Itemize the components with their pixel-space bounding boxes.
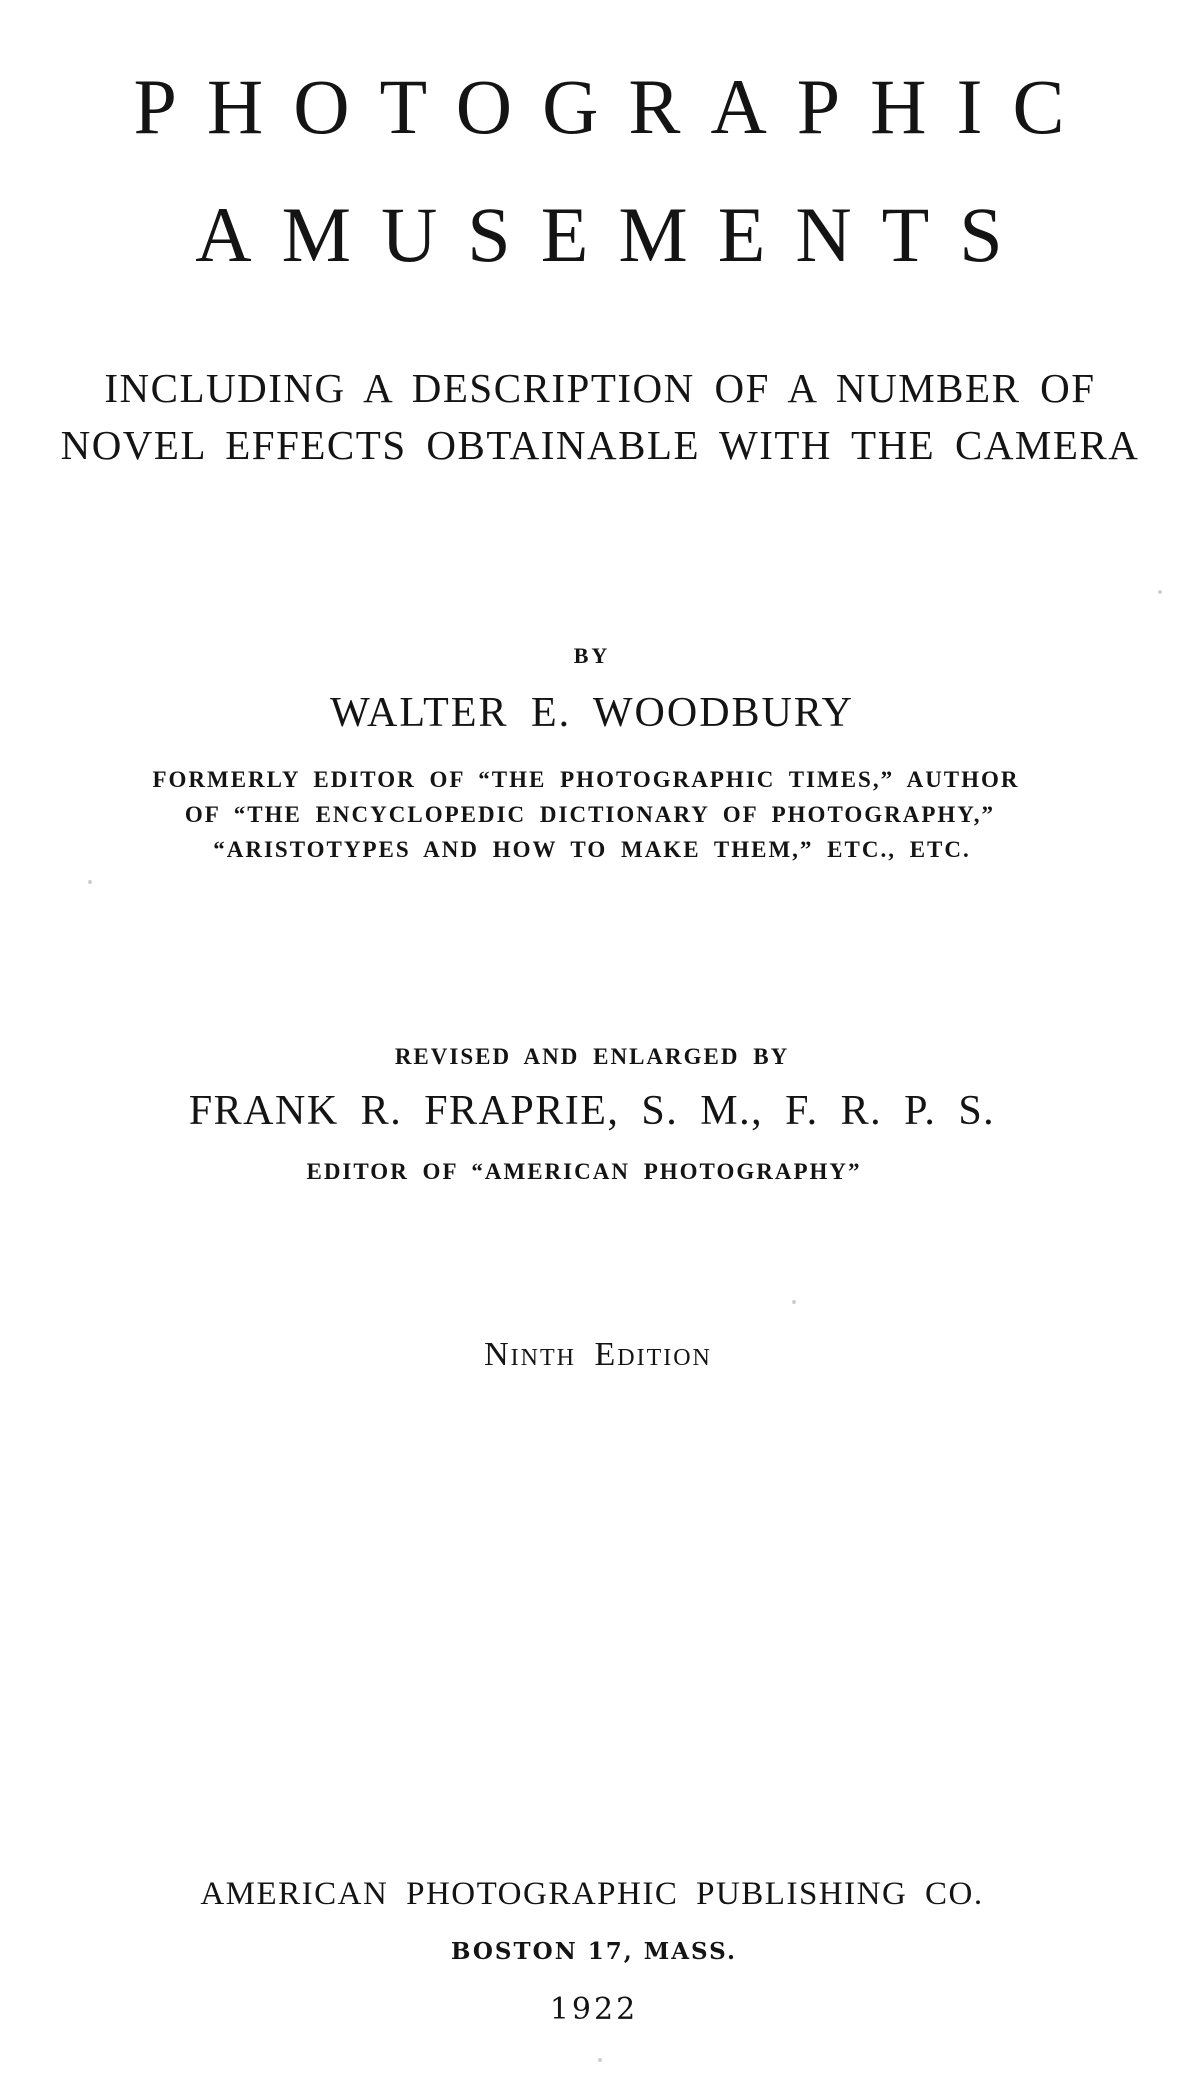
author-credentials-line-3: “ARISTOTYPES AND HOW TO MAKE THEM,” ETC., ETC.	[213, 837, 971, 862]
paper-speck	[792, 1300, 796, 1304]
revised-by-label: REVISED AND ENLARGED BY	[394, 1044, 790, 1069]
book-title-line-2: AMUSEMENTS	[195, 191, 1033, 278]
subtitle-line-2: NOVEL EFFECTS OBTAINABLE WITH THE CAMERA	[60, 422, 1140, 468]
author-credentials-line-1: FORMERLY EDITOR OF “THE PHOTOGRAPHIC TIMES,” AUTHOR	[152, 767, 1020, 792]
subtitle-line-1: INCLUDING A DESCRIPTION OF A NUMBER OF	[104, 365, 1096, 411]
publication-year: 1922	[549, 1992, 639, 2027]
paper-speck	[598, 2058, 602, 2062]
by-label: BY	[573, 643, 611, 668]
reviser-role: EDITOR OF “AMERICAN PHOTOGRAPHY”	[306, 1159, 862, 1184]
publisher-name: AMERICAN PHOTOGRAPHIC PUBLISHING CO.	[200, 1876, 984, 1912]
reviser-name: FRANK R. FRAPRIE, S. M., F. R. P. S.	[188, 1088, 996, 1134]
edition-label: Ninth Edition	[484, 1336, 712, 1373]
book-title-line-1: PHOTOGRAPHIC	[133, 63, 1095, 150]
author-credentials-line-2: OF “THE ENCYCLOPEDIC DICTIONARY OF PHOTOGRAPHY,”	[184, 802, 996, 827]
author-name: WALTER E. WOODBURY	[330, 690, 854, 736]
paper-speck	[1158, 590, 1162, 594]
publisher-place: BOSTON 17, MASS.	[451, 1938, 737, 1965]
paper-speck	[88, 880, 92, 884]
